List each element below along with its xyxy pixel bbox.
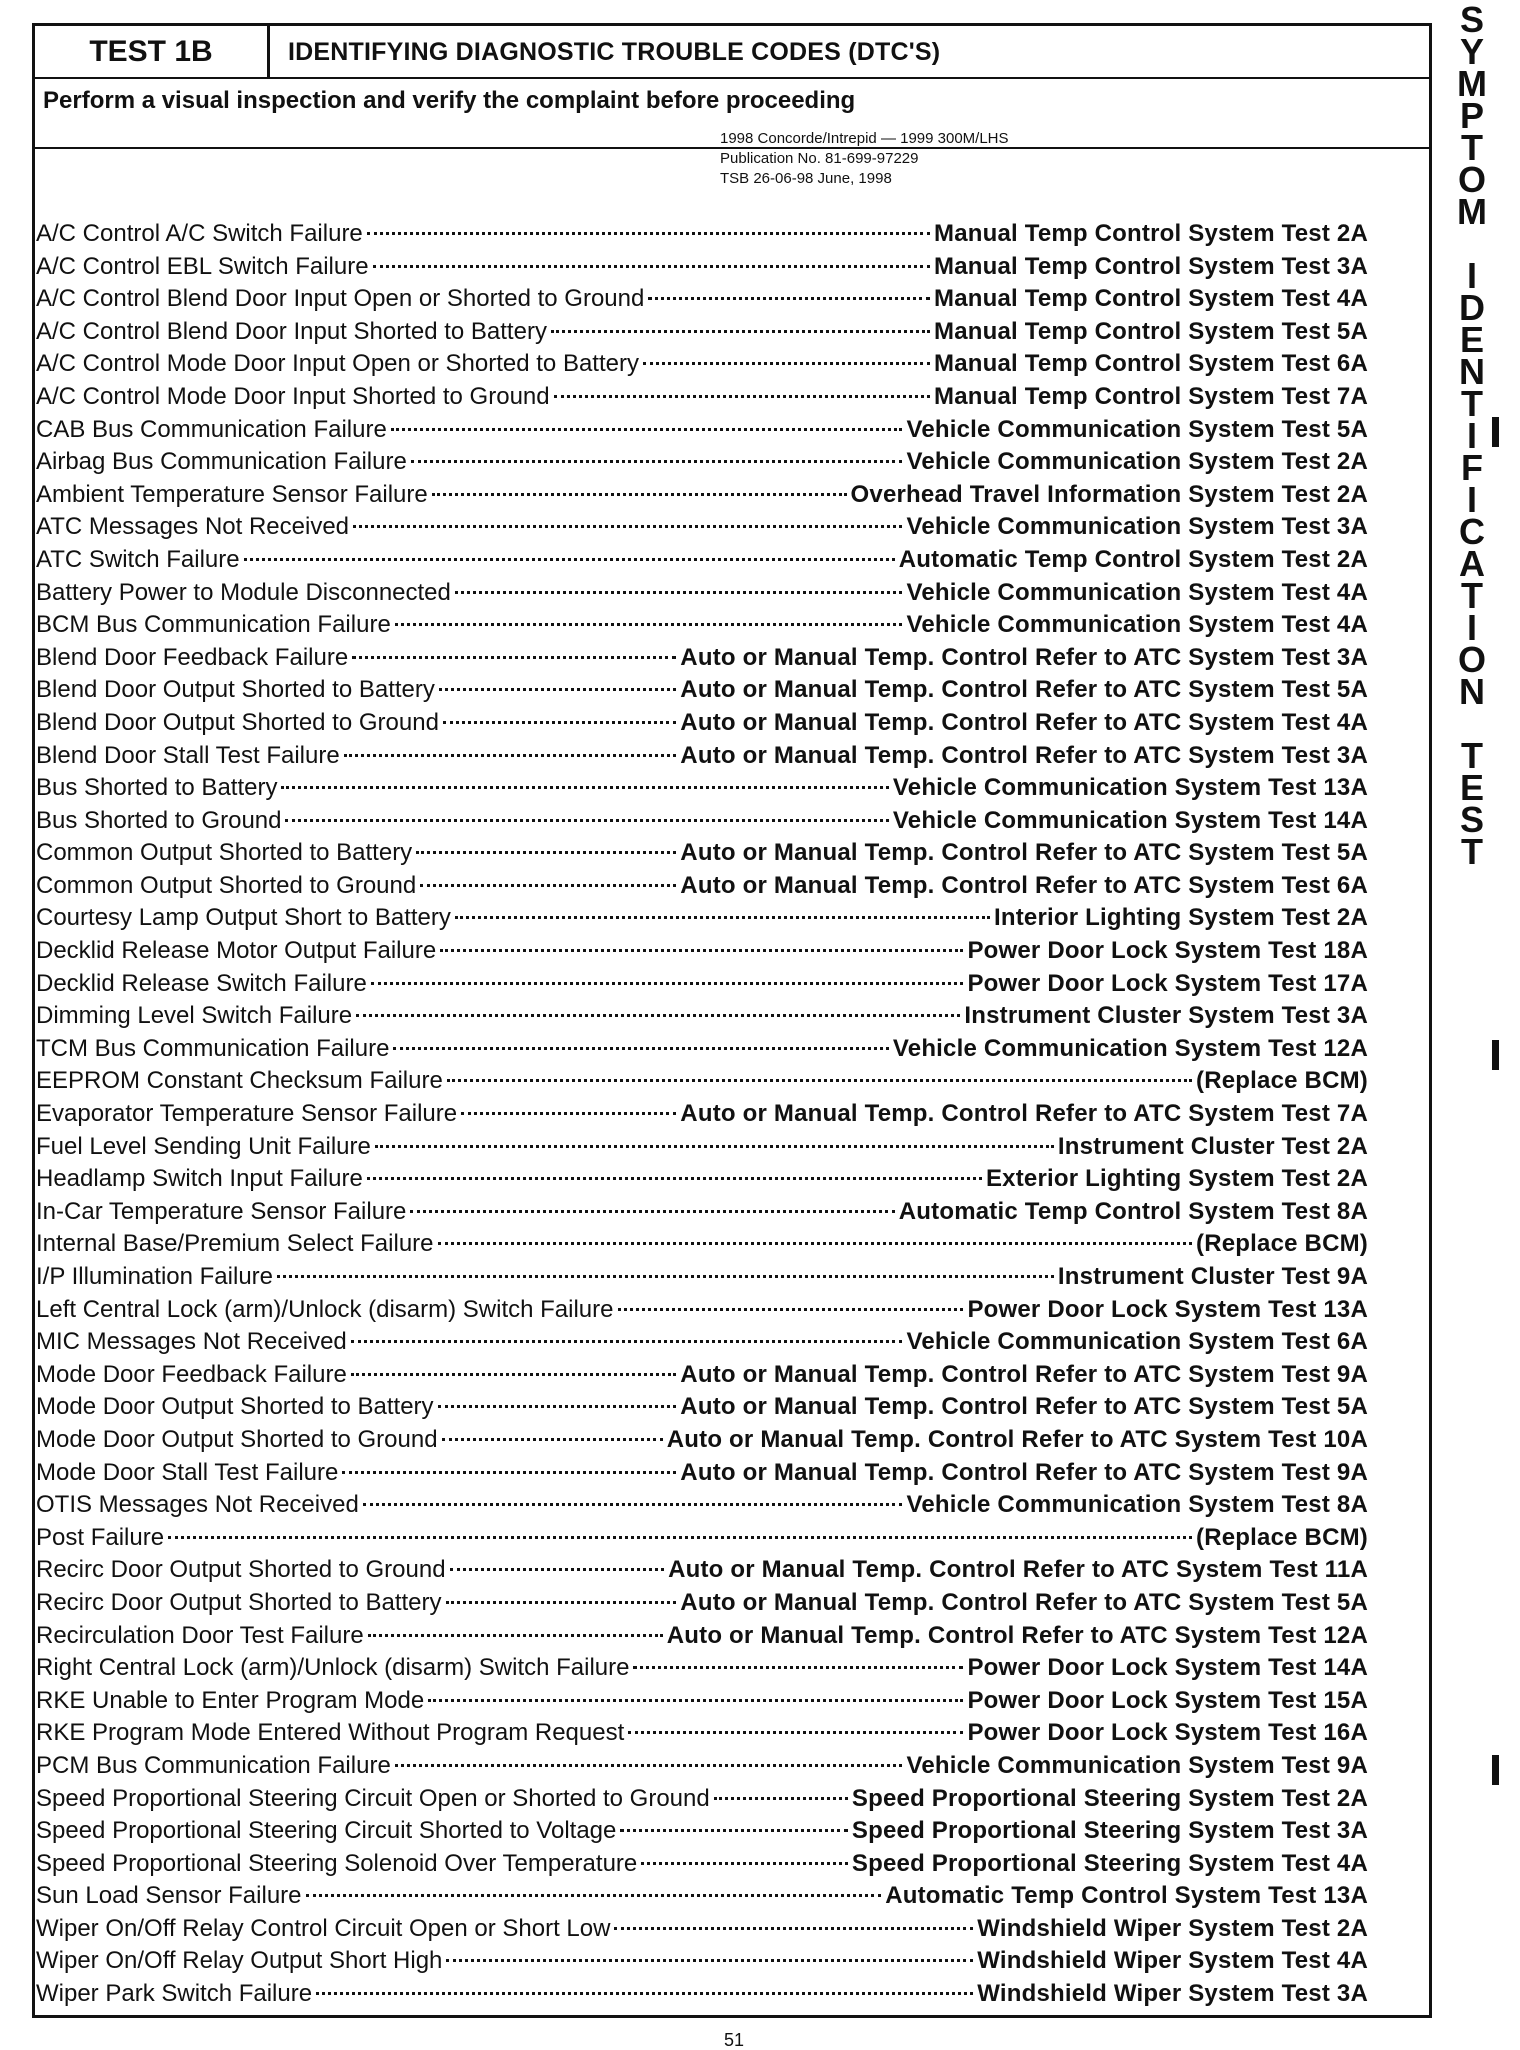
dtc-label: A/C Control Blend Door Input Shorted to Battery — [36, 317, 547, 345]
dtc-row — [36, 968, 1368, 1001]
dot-leader — [614, 1927, 973, 1930]
dtc-row — [36, 251, 1368, 284]
dtc-reference: Manual Temp Control System Test 7A — [934, 382, 1368, 410]
dtc-label: A/C Control EBL Switch Failure — [36, 252, 369, 280]
dot-leader — [371, 982, 964, 985]
dtc-label: Airbag Bus Communication Failure — [36, 448, 407, 476]
dtc-label: Mode Door Output Shorted to Ground — [36, 1425, 438, 1453]
dtc-reference: (Replace BCM) — [1196, 1230, 1368, 1258]
dot-leader — [316, 1992, 973, 1995]
dtc-label: A/C Control Mode Door Input Shorted to Ground — [36, 382, 550, 410]
dot-leader — [438, 1242, 1193, 1245]
dtc-label: ATC Messages Not Received — [36, 513, 350, 541]
dot-leader — [411, 460, 903, 463]
dtc-reference: Manual Temp Control System Test 3A — [934, 252, 1368, 280]
subheader-instruction: Perform a visual inspection and verify the complaint before proceeding — [35, 79, 1429, 149]
dtc-label: Wiper Park Switch Failure — [36, 1980, 313, 2008]
dtc-row — [36, 1522, 1368, 1555]
dtc-row — [36, 1945, 1368, 1978]
dtc-row — [36, 772, 1368, 805]
dtc-reference: Manual Temp Control System Test 2A — [934, 220, 1368, 247]
dtc-row — [36, 348, 1368, 381]
dtc-row — [36, 1620, 1368, 1653]
dtc-label: Mode Door Stall Test Failure — [36, 1458, 339, 1486]
dtc-reference: (Replace BCM) — [1196, 1523, 1368, 1551]
side-title-letter: N — [1459, 671, 1485, 712]
dtc-row — [36, 1489, 1368, 1522]
dtc-row — [36, 674, 1368, 707]
dtc-label: BCM Bus Communication Failure — [36, 611, 391, 639]
dtc-label: A/C Control A/C Switch Failure — [36, 220, 363, 247]
dtc-reference: Power Door Lock System Test 14A — [967, 1654, 1368, 1682]
side-title-letter: O — [1457, 159, 1486, 200]
publication-line: TSB 26-06-98 June, 1998 — [720, 170, 892, 187]
dtc-label: Headlamp Switch Input Failure — [36, 1165, 363, 1193]
dtc-label: Right Central Lock (arm)/Unlock (disarm) Switch Failure — [36, 1654, 630, 1682]
dtc-row — [36, 1228, 1368, 1261]
side-title-letter: T — [1461, 383, 1483, 424]
side-title-letter: O — [1457, 639, 1486, 680]
dtc-label: Mode Door Output Shorted to Battery — [36, 1393, 434, 1421]
dtc-label: Blend Door Output Shorted to Battery — [36, 676, 435, 704]
dtc-row — [36, 870, 1368, 903]
dtc-label: Decklid Release Switch Failure — [36, 969, 367, 997]
dtc-reference: Vehicle Communication System Test 4A — [906, 611, 1368, 639]
dtc-reference: Automatic Temp Control System Test 13A — [885, 1882, 1368, 1910]
dtc-reference: Vehicle Communication System Test 9A — [906, 1751, 1368, 1779]
dtc-label: EEPROM Constant Checksum Failure — [36, 1067, 443, 1095]
publication-info — [720, 129, 1009, 189]
side-title-letter: I — [1466, 479, 1477, 520]
dtc-reference: Auto or Manual Temp. Control Refer to ATC System Test 12A — [666, 1621, 1368, 1649]
dtc-label: Recirc Door Output Shorted to Ground — [36, 1556, 446, 1584]
dtc-row — [36, 479, 1368, 512]
dot-leader — [443, 721, 676, 724]
dtc-row — [36, 1848, 1368, 1881]
dtc-list — [36, 218, 1368, 2011]
dtc-row — [36, 283, 1368, 316]
side-title-letter: T — [1461, 575, 1483, 616]
dot-leader — [446, 1601, 677, 1604]
dtc-row — [36, 1750, 1368, 1783]
dot-leader — [342, 1471, 676, 1474]
dtc-reference: Power Door Lock System Test 18A — [967, 937, 1368, 965]
dtc-reference: Auto or Manual Temp. Control Refer to ATC System Test 5A — [680, 1588, 1368, 1616]
dtc-reference: Speed Proportional Steering System Test 2A — [851, 1784, 1368, 1812]
dtc-reference: Interior Lighting System Test 2A — [993, 904, 1368, 932]
side-title-letter: I — [1466, 255, 1477, 296]
dot-leader — [714, 1797, 848, 1800]
side-title-letter: P — [1459, 95, 1484, 136]
dtc-row — [36, 1554, 1368, 1587]
dtc-reference: Manual Temp Control System Test 4A — [934, 285, 1368, 313]
dtc-row — [36, 1326, 1368, 1359]
dtc-label: Common Output Shorted to Battery — [36, 839, 413, 867]
dot-leader — [446, 1959, 973, 1962]
dtc-label: Speed Proportional Steering Circuit Shorted to Voltage — [36, 1817, 617, 1845]
dtc-label: CAB Bus Communication Failure — [36, 415, 387, 443]
dtc-row — [36, 805, 1368, 838]
dtc-label: MIC Messages Not Received — [36, 1328, 347, 1356]
dtc-row — [36, 218, 1368, 251]
change-bar — [1492, 417, 1499, 447]
dtc-label: Fuel Level Sending Unit Failure — [36, 1132, 371, 1160]
dtc-row — [36, 1783, 1368, 1816]
dtc-reference: Instrument Cluster Test 2A — [1057, 1132, 1368, 1160]
dtc-reference: Auto or Manual Temp. Control Refer to ATC System Test 10A — [666, 1425, 1368, 1453]
dot-leader — [428, 1699, 963, 1702]
dtc-reference: Auto or Manual Temp. Control Refer to ATC System Test 6A — [680, 871, 1368, 899]
side-title-letter: S — [1459, 0, 1484, 40]
side-title-letter: M — [1457, 191, 1487, 232]
dot-leader — [306, 1894, 882, 1897]
dtc-reference: Vehicle Communication System Test 3A — [906, 513, 1368, 541]
dtc-reference: Auto or Manual Temp. Control Refer to ATC System Test 7A — [680, 1100, 1368, 1128]
dtc-label: Common Output Shorted to Ground — [36, 871, 417, 899]
side-title-letter: T — [1461, 735, 1483, 776]
dtc-reference: Automatic Temp Control System Test 8A — [898, 1197, 1368, 1225]
side-title-letter: D — [1459, 287, 1485, 328]
dtc-reference: Exterior Lighting System Test 2A — [985, 1165, 1368, 1193]
dtc-row — [36, 1196, 1368, 1229]
side-title-letter: M — [1457, 63, 1487, 104]
dtc-reference: Vehicle Communication System Test 2A — [906, 448, 1368, 476]
dtc-row — [36, 1717, 1368, 1750]
dtc-row — [36, 1163, 1368, 1196]
dtc-reference: Auto or Manual Temp. Control Refer to ATC System Test 5A — [680, 1393, 1368, 1421]
dtc-label: Blend Door Output Shorted to Ground — [36, 708, 439, 736]
dtc-reference: Manual Temp Control System Test 6A — [934, 350, 1368, 378]
dot-leader — [244, 558, 895, 561]
test-id: TEST 1B — [35, 26, 270, 77]
dtc-label: A/C Control Blend Door Input Open or Shorted to Ground — [36, 285, 645, 313]
dtc-label: In-Car Temperature Sensor Failure — [36, 1197, 407, 1225]
dtc-row — [36, 316, 1368, 349]
dot-leader — [455, 591, 903, 594]
dtc-label: Post Failure — [36, 1523, 165, 1551]
dot-leader — [391, 428, 903, 431]
side-title-letter: Y — [1459, 31, 1484, 72]
side-title-letter: A — [1459, 543, 1485, 584]
dtc-reference: Auto or Manual Temp. Control Refer to ATC System Test 3A — [680, 643, 1368, 671]
dot-leader — [393, 1047, 888, 1050]
dtc-reference: Vehicle Communication System Test 4A — [906, 578, 1368, 606]
dot-leader — [554, 395, 930, 398]
dtc-reference: Speed Proportional Steering System Test 4A — [851, 1849, 1368, 1877]
dot-leader — [344, 754, 677, 757]
dot-leader — [432, 493, 847, 496]
dot-leader — [455, 916, 990, 919]
dtc-reference: Vehicle Communication System Test 5A — [906, 415, 1368, 443]
side-title-letter: N — [1459, 351, 1485, 392]
dtc-row — [36, 1685, 1368, 1718]
dtc-row — [36, 1391, 1368, 1424]
dtc-reference: Windshield Wiper System Test 2A — [977, 1914, 1368, 1942]
dtc-label: RKE Program Mode Entered Without Program Request — [36, 1719, 625, 1747]
side-title-letter: I — [1466, 607, 1477, 648]
dot-leader — [395, 1764, 903, 1767]
dtc-row — [36, 1359, 1368, 1392]
dtc-reference: Auto or Manual Temp. Control Refer to ATC System Test 5A — [680, 839, 1368, 867]
dtc-row — [36, 511, 1368, 544]
dtc-row — [36, 642, 1368, 675]
dtc-label: Blend Door Stall Test Failure — [36, 741, 340, 769]
dtc-reference: Auto or Manual Temp. Control Refer to ATC System Test 5A — [680, 676, 1368, 704]
dtc-label: A/C Control Mode Door Input Open or Shorted to Battery — [36, 350, 639, 378]
dtc-reference: Windshield Wiper System Test 4A — [977, 1947, 1368, 1975]
change-bar — [1492, 1755, 1499, 1785]
dtc-row — [36, 1587, 1368, 1620]
dtc-reference: Vehicle Communication System Test 12A — [892, 1034, 1368, 1062]
dot-leader — [633, 1666, 963, 1669]
dtc-label: PCM Bus Communication Failure — [36, 1751, 391, 1779]
dtc-label: Blend Door Feedback Failure — [36, 643, 349, 671]
dtc-reference: Speed Proportional Steering System Test 3A — [851, 1817, 1368, 1845]
dtc-label: Battery Power to Module Disconnected — [36, 578, 451, 606]
dtc-row — [36, 1294, 1368, 1327]
dtc-row — [36, 381, 1368, 414]
publication-line: 1998 Concorde/Intrepid — 1999 300M/LHS — [720, 130, 1009, 147]
dtc-row — [36, 1065, 1368, 1098]
dtc-reference: Auto or Manual Temp. Control Refer to ATC System Test 4A — [680, 708, 1368, 736]
dtc-reference: Instrument Cluster Test 9A — [1057, 1263, 1368, 1290]
dot-leader — [416, 851, 676, 854]
dtc-label: ATC Switch Failure — [36, 545, 240, 573]
dtc-reference: Manual Temp Control System Test 5A — [934, 317, 1368, 345]
dtc-row — [36, 1098, 1368, 1131]
dot-leader — [373, 265, 930, 268]
side-title-letter: T — [1461, 127, 1483, 168]
dtc-reference: Windshield Wiper System Test 3A — [977, 1980, 1368, 2008]
dot-leader — [447, 1079, 1192, 1082]
dtc-row — [36, 446, 1368, 479]
dot-leader — [351, 1373, 676, 1376]
dot-leader — [410, 1210, 894, 1213]
dtc-row — [36, 707, 1368, 740]
dot-leader — [641, 1862, 848, 1865]
dtc-label: Dimming Level Switch Failure — [36, 1002, 353, 1030]
dot-leader — [618, 1308, 964, 1311]
dtc-reference: Instrument Cluster System Test 3A — [964, 1002, 1368, 1030]
test-title: IDENTIFYING DIAGNOSTIC TROUBLE CODES (DTC'S) — [288, 38, 941, 66]
dtc-row — [36, 577, 1368, 610]
dot-leader — [461, 1112, 676, 1115]
dtc-reference: Vehicle Communication System Test 6A — [906, 1328, 1368, 1356]
dot-leader — [281, 786, 888, 789]
dot-leader — [440, 949, 963, 952]
dot-leader — [442, 1438, 663, 1441]
dtc-label: Internal Base/Premium Select Failure — [36, 1230, 434, 1258]
change-bar — [1492, 1040, 1499, 1070]
side-title-letter: C — [1459, 511, 1485, 552]
dtc-row — [36, 1131, 1368, 1164]
dtc-row — [36, 1000, 1368, 1033]
dot-leader — [168, 1536, 1192, 1539]
dtc-reference: Power Door Lock System Test 15A — [967, 1686, 1368, 1714]
page-number: 51 — [724, 2030, 745, 2050]
side-title-letter: E — [1459, 319, 1484, 360]
header-row — [35, 26, 1429, 79]
dtc-row — [36, 609, 1368, 642]
dtc-row — [36, 1261, 1368, 1294]
publication-line: Publication No. 81-699-97229 — [720, 150, 919, 167]
dot-leader — [285, 819, 888, 822]
dot-leader — [375, 1145, 1054, 1148]
dtc-reference: Auto or Manual Temp. Control Refer to ATC System Test 3A — [680, 741, 1368, 769]
dot-leader — [420, 884, 676, 887]
dtc-row — [36, 837, 1368, 870]
dot-leader — [277, 1275, 1054, 1278]
dtc-label: Left Central Lock (arm)/Unlock (disarm) Switch Failure — [36, 1295, 614, 1323]
dtc-reference: Auto or Manual Temp. Control Refer to ATC System Test 9A — [680, 1458, 1368, 1486]
dtc-label: I/P Illumination Failure — [36, 1263, 273, 1290]
dtc-row — [36, 1424, 1368, 1457]
dtc-row — [36, 1652, 1368, 1685]
side-title-letter: E — [1459, 767, 1484, 808]
dtc-row — [36, 414, 1368, 447]
dot-leader — [450, 1568, 665, 1571]
dtc-label: Speed Proportional Steering Circuit Open or Shorted to Ground — [36, 1784, 710, 1812]
dtc-label: Wiper On/Off Relay Output Short High — [36, 1947, 443, 1975]
dtc-label: Bus Shorted to Ground — [36, 806, 282, 834]
dtc-reference: Overhead Travel Information System Test 2A — [850, 480, 1368, 508]
side-title-letter: F — [1461, 447, 1483, 488]
dtc-row — [36, 1978, 1368, 2011]
dot-leader — [643, 362, 930, 365]
dtc-row — [36, 902, 1368, 935]
dtc-reference: Power Door Lock System Test 17A — [967, 969, 1368, 997]
dtc-row — [36, 740, 1368, 773]
dtc-label: Mode Door Feedback Failure — [36, 1360, 347, 1388]
dot-leader — [551, 330, 930, 333]
dtc-reference: Auto or Manual Temp. Control Refer to ATC System Test 9A — [680, 1360, 1368, 1388]
dtc-label: Wiper On/Off Relay Control Circuit Open or Short Low — [36, 1914, 611, 1942]
dtc-reference: Auto or Manual Temp. Control Refer to ATC System Test 11A — [668, 1556, 1368, 1584]
dtc-label: RKE Unable to Enter Program Mode — [36, 1686, 425, 1714]
dtc-row — [36, 1815, 1368, 1848]
dtc-label: Recirculation Door Test Failure — [36, 1621, 364, 1649]
dot-leader — [395, 623, 903, 626]
dtc-row — [36, 544, 1368, 577]
dot-leader — [352, 656, 676, 659]
side-title-letter: T — [1461, 831, 1483, 872]
dtc-row — [36, 935, 1368, 968]
dtc-reference: Power Door Lock System Test 13A — [967, 1295, 1368, 1323]
dot-leader — [351, 1340, 903, 1343]
dot-leader — [363, 1503, 903, 1506]
dot-leader — [368, 1634, 663, 1637]
side-title-letter: S — [1459, 799, 1484, 840]
dtc-reference: Automatic Temp Control System Test 2A — [898, 545, 1368, 573]
dot-leader — [353, 525, 902, 528]
dtc-label: Ambient Temperature Sensor Failure — [36, 480, 428, 508]
dtc-reference: Power Door Lock System Test 16A — [967, 1719, 1368, 1747]
dtc-label: Recirc Door Output Shorted to Battery — [36, 1588, 442, 1616]
dtc-reference: (Replace BCM) — [1196, 1067, 1368, 1095]
dtc-label: Courtesy Lamp Output Short to Battery — [36, 904, 451, 932]
side-title-letter: I — [1466, 415, 1477, 456]
dtc-label: Decklid Release Motor Output Failure — [36, 937, 437, 965]
dtc-row — [36, 1913, 1368, 1946]
dtc-label: Evaporator Temperature Sensor Failure — [36, 1100, 458, 1128]
dtc-row — [36, 1457, 1368, 1490]
dot-leader — [438, 1405, 677, 1408]
dtc-row — [36, 1033, 1368, 1066]
dot-leader — [628, 1731, 963, 1734]
dtc-reference: Vehicle Communication System Test 13A — [892, 774, 1368, 802]
dtc-label: Bus Shorted to Battery — [36, 774, 278, 802]
dtc-reference: Vehicle Communication System Test 8A — [906, 1491, 1368, 1519]
dtc-reference: Vehicle Communication System Test 14A — [892, 806, 1368, 834]
dot-leader — [648, 297, 930, 300]
dot-leader — [367, 1177, 982, 1180]
dtc-label: Sun Load Sensor Failure — [36, 1882, 302, 1910]
dot-leader — [356, 1014, 960, 1017]
dtc-label: Speed Proportional Steering Solenoid Over Temperature — [36, 1849, 638, 1877]
dtc-label: TCM Bus Communication Failure — [36, 1034, 390, 1062]
dot-leader — [439, 688, 676, 691]
dtc-row — [36, 1880, 1368, 1913]
dot-leader — [367, 232, 930, 235]
dtc-label: OTIS Messages Not Received — [36, 1491, 359, 1519]
dot-leader — [620, 1829, 848, 1832]
